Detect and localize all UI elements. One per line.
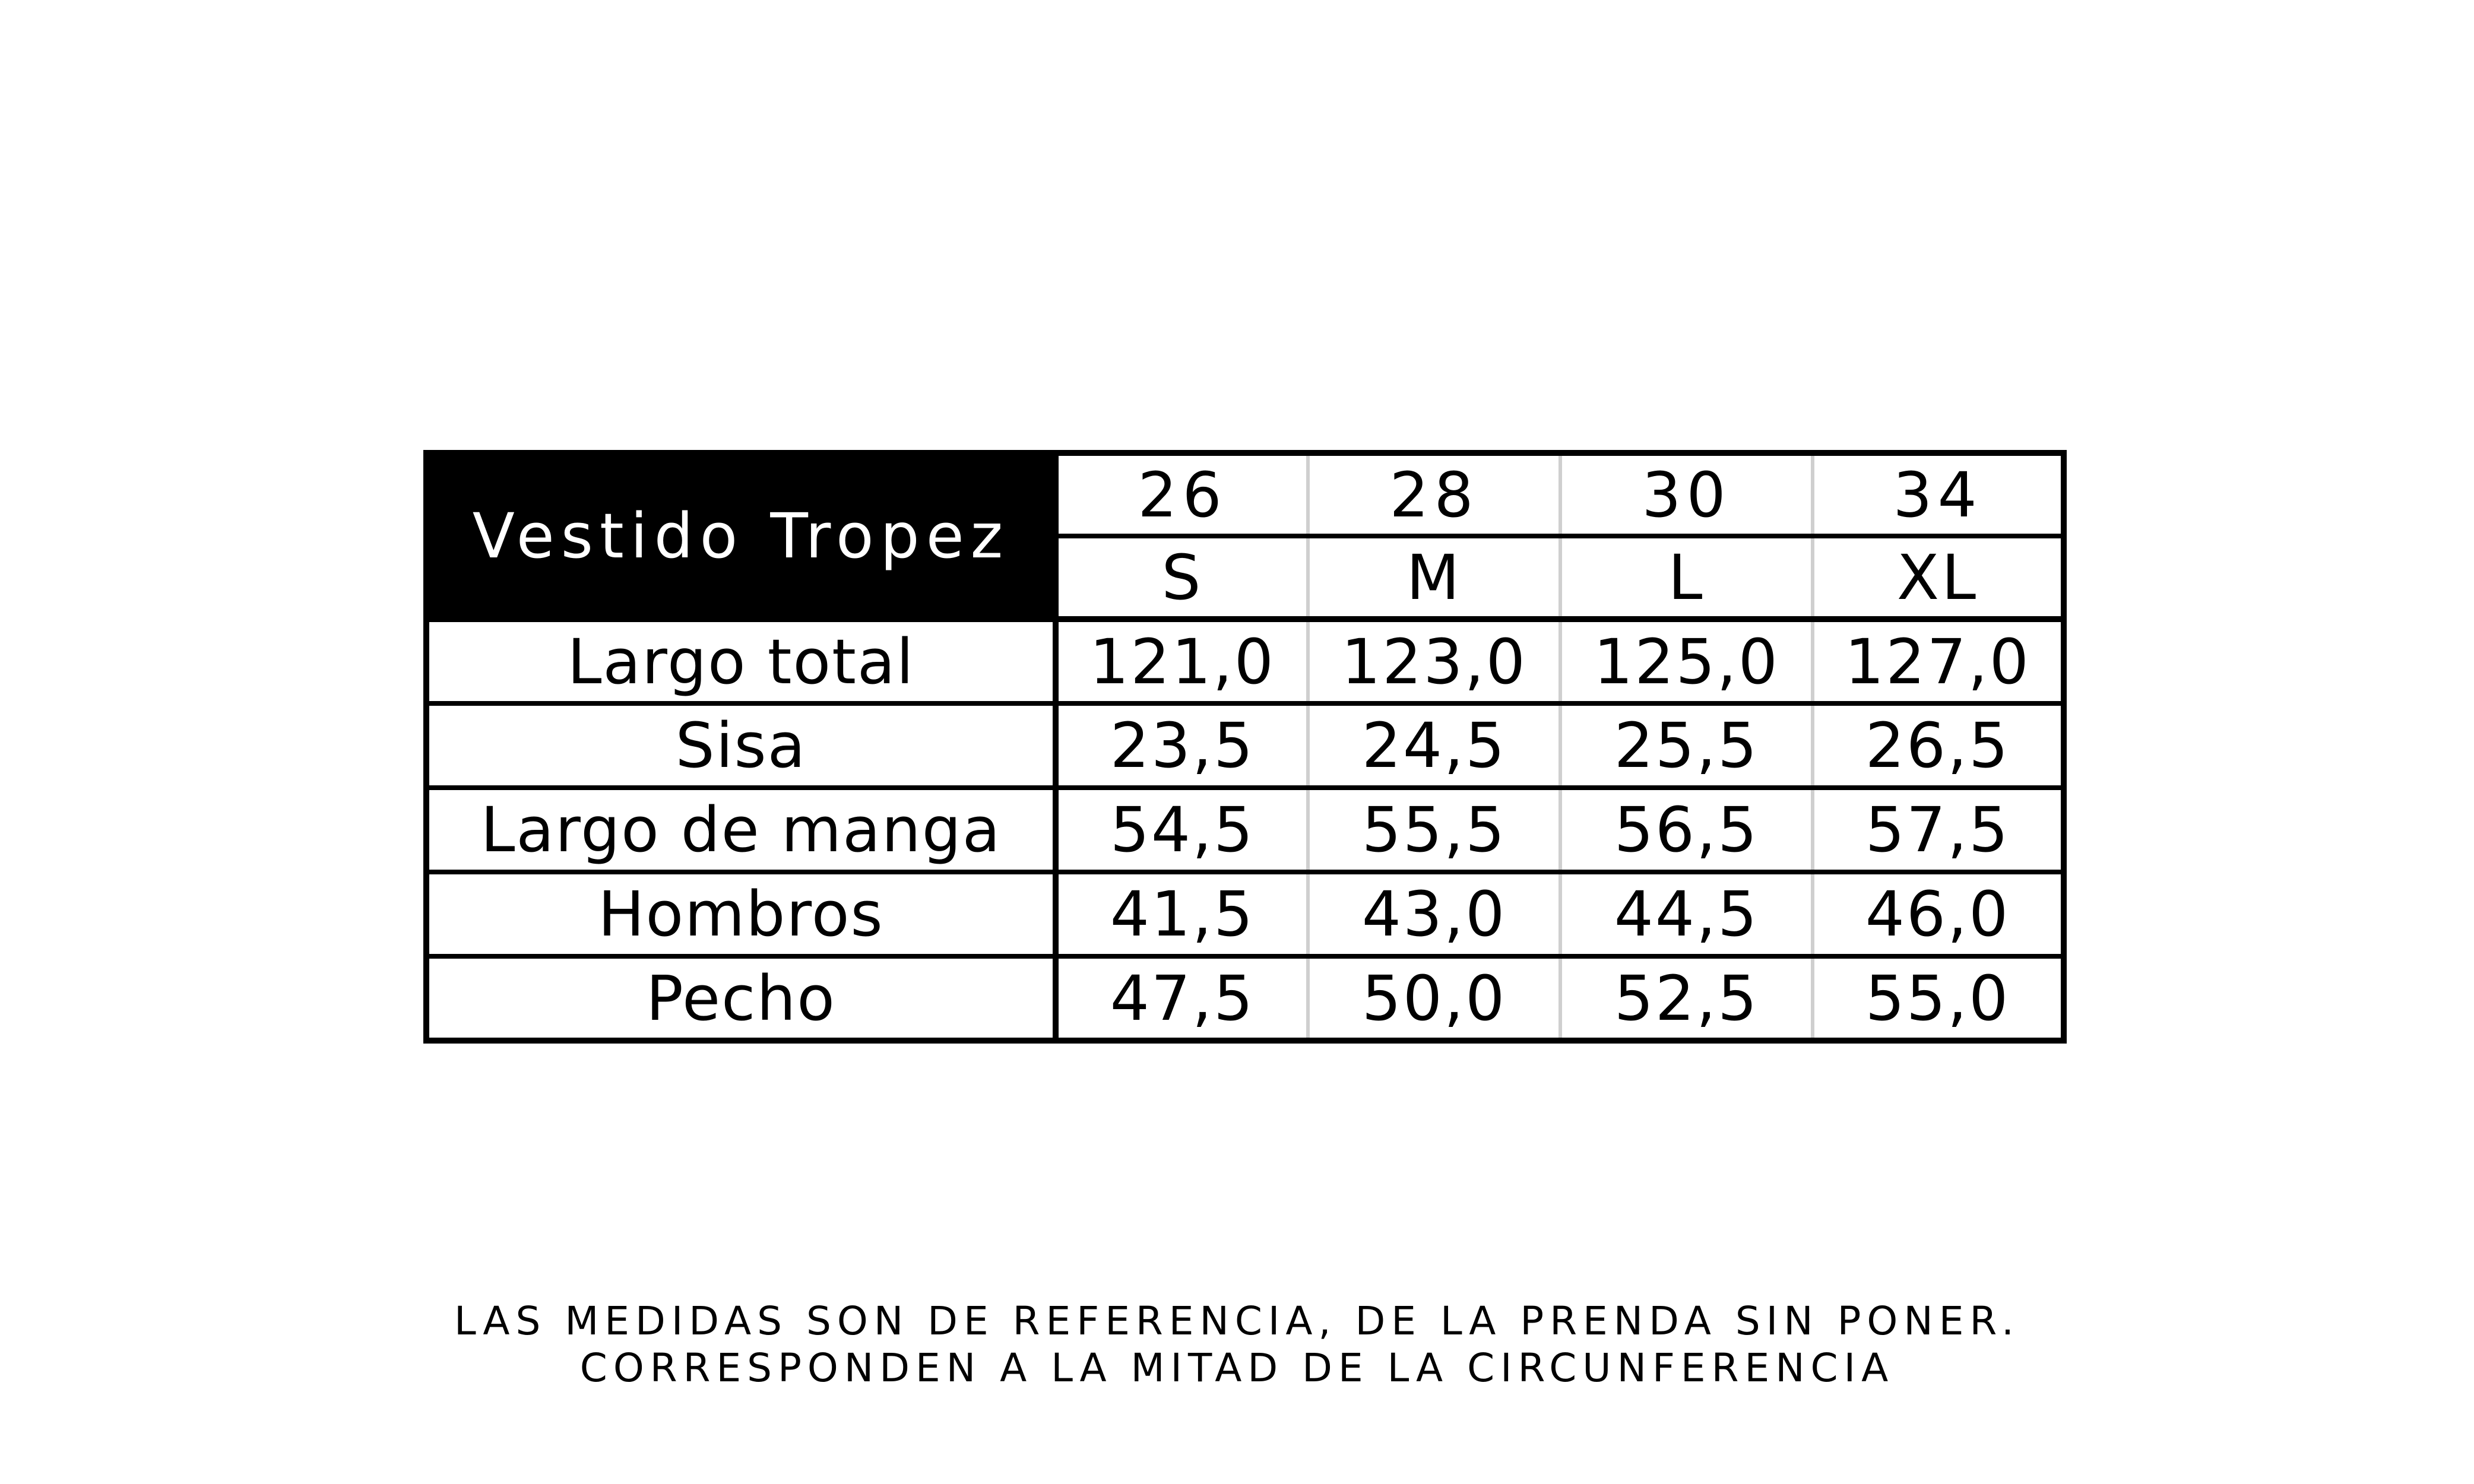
measurement-value: 54,5 [1056, 788, 1308, 872]
table-row [426, 788, 2064, 872]
product-title: Vestido Tropez [426, 453, 1056, 619]
table-row [426, 619, 2064, 703]
measurement-value: 56,5 [1560, 788, 1813, 872]
size-number-row [426, 453, 2064, 536]
footnote-line-1: LAS MEDIDAS SON DE REFERENCIA, DE LA PRENDA SIN PONER. [454, 1298, 2020, 1344]
measurement-label: Sisa [426, 703, 1056, 788]
measurement-value: 123,0 [1308, 619, 1560, 703]
measurement-value: 55,5 [1308, 788, 1560, 872]
measurement-value: 52,5 [1560, 956, 1813, 1041]
measurement-value: 23,5 [1056, 703, 1308, 788]
measurement-value: 47,5 [1110, 962, 1255, 1035]
measurement-value: 24,5 [1308, 703, 1560, 788]
footnote-line-2: CORRESPONDEN A LA MITAD DE LA CIRCUNFERENCIA [579, 1345, 1895, 1391]
measurement-value: 46,0 [1813, 872, 2064, 956]
table-row [426, 703, 2064, 788]
size-number: 28 [1308, 453, 1560, 536]
measurement-value: 127,0 [1813, 619, 2064, 703]
measurement-value: 121,0 [1056, 619, 1308, 703]
measurement-label: Largo total [426, 619, 1056, 703]
size-letter: XL [1813, 536, 2064, 619]
measurement-value: 26,5 [1813, 703, 2064, 788]
measurement-label: Pecho [426, 956, 1056, 1041]
size-letter: L [1560, 536, 1813, 619]
size-letter: S [1056, 536, 1308, 619]
table-row [426, 872, 2064, 956]
measurement-value: 44,5 [1560, 872, 1813, 956]
size-number: 30 [1560, 453, 1813, 536]
measurement-label: Hombros [426, 872, 1056, 956]
measurement-label: Largo de manga [426, 788, 1056, 872]
measurement-value: 43,0 [1308, 872, 1560, 956]
size-number: 26 [1056, 453, 1308, 536]
size-chart-table [423, 450, 2067, 1044]
measurement-value: 125,0 [1560, 619, 1813, 703]
table-row [426, 956, 2064, 1041]
size-number: 34 [1813, 453, 2064, 536]
measurement-value: 57,5 [1813, 788, 2064, 872]
measurement-value: 55,0 [1813, 956, 2064, 1041]
size-letter: M [1308, 536, 1560, 619]
measurement-value: 25,5 [1560, 703, 1813, 788]
measurement-value: 41,5 [1056, 872, 1308, 956]
measurement-value: 50,0 [1308, 956, 1560, 1041]
